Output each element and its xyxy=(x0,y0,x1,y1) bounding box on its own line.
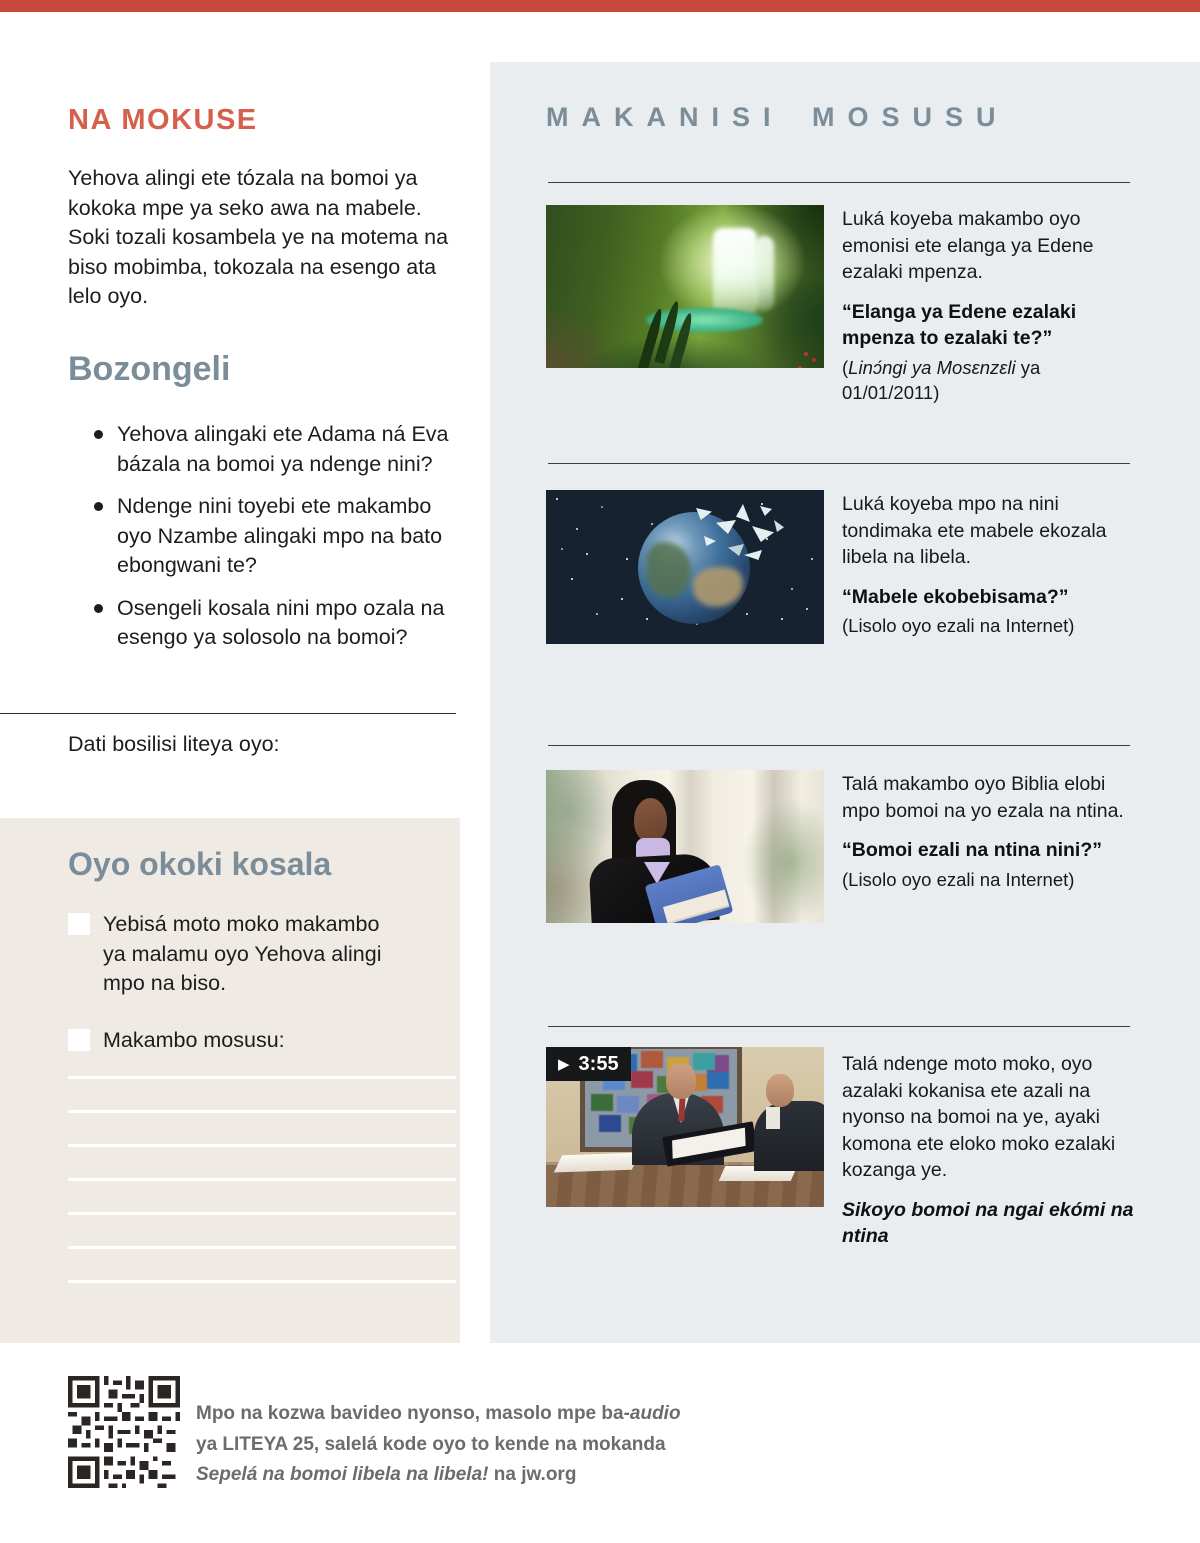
date-completed-label: Dati bosilisi liteya oyo: xyxy=(68,732,280,756)
source-pre: (Lisolo oyo ezali na Internet) xyxy=(842,615,1075,636)
writing-line[interactable] xyxy=(68,1110,456,1113)
waterfall-shape xyxy=(713,228,757,316)
footer-line xyxy=(196,1460,681,1491)
footer-text-italic: audio xyxy=(629,1403,681,1424)
section-divider xyxy=(548,1026,1130,1027)
shard-shape xyxy=(760,506,772,516)
todo-item xyxy=(68,1026,408,1056)
section-quote: Sikoyo bomoi na ngai ekómi na ntina xyxy=(842,1198,1134,1247)
review-question xyxy=(68,420,470,479)
footer-text-post: na jw.org xyxy=(488,1464,577,1485)
waterfall-shape xyxy=(755,236,774,311)
video-duration: 3:55 xyxy=(578,1052,619,1075)
todo-box xyxy=(0,818,460,1343)
shard-shape xyxy=(774,520,784,532)
video-thumbnail[interactable] xyxy=(546,1047,824,1207)
todo-title: Oyo okoki kosala xyxy=(68,846,332,882)
shatter-gap-shape xyxy=(753,490,824,553)
writing-line[interactable] xyxy=(68,1144,456,1147)
video-duration-badge xyxy=(546,1047,631,1081)
eden-garden-image xyxy=(546,205,824,368)
todo-item xyxy=(68,910,408,999)
footer-note xyxy=(196,1399,681,1491)
todo-item-text: Yebisá moto moko makambo ya malamu oyo Yehova alingi mpo na biso. xyxy=(103,912,382,995)
flowers-shape xyxy=(804,352,808,356)
top-accent-bar xyxy=(0,0,1200,12)
source-pre: (Lisolo oyo ezali na Internet) xyxy=(842,868,1075,890)
more-ideas-panel xyxy=(490,62,1200,1343)
writing-line[interactable] xyxy=(68,1178,456,1181)
qr-code xyxy=(68,1376,180,1488)
checkbox[interactable] xyxy=(68,913,90,935)
review-question-text: Osengeli kosala nini mpo ozala na esengo ya solosolo na bomoi? xyxy=(117,595,445,649)
open-book-shape xyxy=(554,1152,640,1172)
review-question-text: Ndenge nini toyebi ete makambo oyo Nzambe alingaki mpo na bato ebongwani te? xyxy=(117,494,443,577)
review-question-text: Yehova alingaki ete Adama ná Eva bázala na bomoi ya ndenge nini? xyxy=(117,422,449,476)
footer-line: ya LITEYA 25, salelá kode oyo to kende na mokanda xyxy=(196,1433,666,1455)
divider-line xyxy=(0,713,456,714)
section-text xyxy=(842,1051,1134,1253)
earth-globe-shape xyxy=(638,512,750,624)
checkbox[interactable] xyxy=(68,1029,90,1051)
man-head-shape xyxy=(666,1063,696,1099)
section-lead: Talá ndenge moto moko, oyo azalaki kokanisa ete azali na nyonso na bomoi na ye, ayaki komona ete eloko moko ezalaki kozanga ye. xyxy=(842,1053,1116,1181)
writing-line[interactable] xyxy=(68,1246,456,1249)
section-quote: “Mabele ekobebisama?” xyxy=(842,585,1069,608)
review-question xyxy=(68,492,470,581)
section-text xyxy=(842,206,1134,405)
man-head-shape xyxy=(766,1074,794,1107)
writing-line[interactable] xyxy=(68,1212,456,1215)
section-lead: Luká koyeba makambo oyo emonisi ete elanga ya Edene ezalaki mpenza. xyxy=(842,208,1094,283)
section-text xyxy=(842,491,1134,638)
plant-shape xyxy=(654,299,681,363)
section-source xyxy=(842,613,1134,638)
face-shape xyxy=(634,798,667,842)
review-question xyxy=(68,594,470,653)
man-body-shape xyxy=(754,1101,824,1171)
writing-line[interactable] xyxy=(68,1076,456,1079)
summary-text: Yehova alingi ete tózala na bomoi ya kokoka mpe ya seko awa na mabele. Soki tozali kosambela ye na motema na biso mobimba, tokozala na esengo ata lelo oyo. xyxy=(68,166,449,308)
shattered-earth-image xyxy=(546,490,824,644)
section-quote: “Bomoi ezali na ntina nini?” xyxy=(842,839,1103,861)
summary-title: NA MOKUSE xyxy=(68,104,258,136)
source-title: Linɔ́ngi ya Mosɛnzɛli xyxy=(848,356,1016,378)
section-lead: Talá makambo oyo Biblia elobi mpo bomoi na yo ezala na ntina. xyxy=(842,773,1124,822)
shirt-shape xyxy=(766,1107,780,1129)
review-question-list xyxy=(68,420,470,666)
shard-shape xyxy=(752,526,774,542)
panel-title: MAKANISI MOSUSU xyxy=(546,102,1009,132)
footer-text-pre: Mpo na kozwa bavideo nyonso, masolo mpe ba- xyxy=(196,1403,630,1424)
woman-with-binder-image xyxy=(546,770,824,923)
continent-shape xyxy=(693,567,743,607)
section-text xyxy=(842,771,1134,892)
play-icon: ▶ xyxy=(558,1055,570,1073)
section-divider xyxy=(548,182,1130,183)
review-title: Bozongeli xyxy=(68,350,231,388)
section-source xyxy=(842,355,1134,405)
section-lead: Luká koyeba mpo na nini tondimaka ete mabele ekozala libela na libela. xyxy=(842,493,1107,568)
stars-shape xyxy=(556,498,558,500)
section-divider xyxy=(548,463,1130,464)
writing-line[interactable] xyxy=(68,1280,456,1283)
source-post: ya 01/01/2011) xyxy=(842,356,1041,403)
footer-line xyxy=(196,1399,681,1430)
section-source xyxy=(842,867,1134,892)
todo-item-text: Makambo mosusu: xyxy=(103,1028,285,1052)
booklet-title: Sepelá na bomoi libela na libela! xyxy=(196,1464,489,1485)
source-pre: ( xyxy=(842,356,849,378)
section-divider xyxy=(548,745,1130,746)
continent-shape xyxy=(646,542,691,597)
shard-shape xyxy=(736,504,750,522)
section-quote: “Elanga ya Edene ezalaki mpenza to ezalaki te?” xyxy=(842,300,1077,349)
